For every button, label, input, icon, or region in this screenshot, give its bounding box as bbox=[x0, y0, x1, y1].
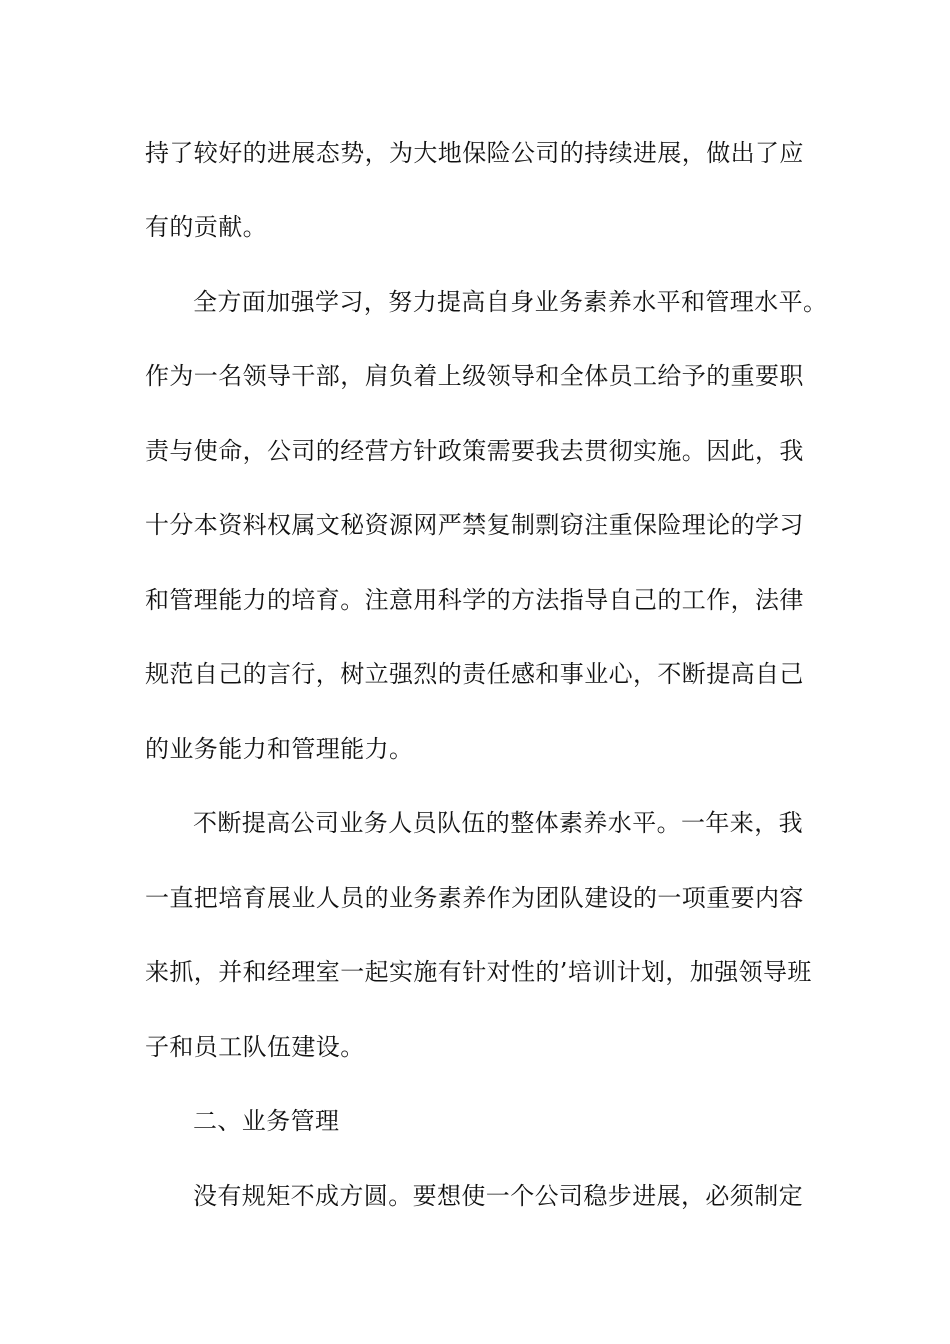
text-line: 子和员工队伍建设。 bbox=[145, 1033, 365, 1061]
paragraph-start-line: 不断提高公司业务人员队伍的整体素养水平。一年来，我 bbox=[193, 809, 803, 837]
text-line: 规范自己的言行，树立强烈的责任感和事业心，不断提高自己 bbox=[145, 660, 804, 688]
text-line: 一直把培育展业人员的业务素养作为团队建设的一项重要内容 bbox=[145, 884, 804, 912]
text-line: 来抓，并和经理室一起实施有针对性的’培训计划，加强领导班 bbox=[145, 958, 812, 986]
text-line: 持了较好的进展态势，为大地保险公司的持续进展，做出了应 bbox=[145, 139, 804, 167]
text-line: 作为一名领导干部，肩负着上级领导和全体员工给予的重要职 bbox=[145, 362, 804, 390]
text-line: 的业务能力和管理能力。 bbox=[145, 735, 414, 763]
section-heading: 二、业务管理 bbox=[193, 1107, 340, 1135]
text-line: 和管理能力的培育。注意用科学的方法指导自己的工作，法律 bbox=[145, 586, 804, 614]
paragraph-start-line: 全方面加强学习，努力提高自身业务素养水平和管理水平。 bbox=[193, 288, 828, 316]
paragraph-start-line: 没有规矩不成方圆。要想使一个公司稳步进展，必须制定 bbox=[193, 1182, 803, 1210]
text-line: 有的贡献。 bbox=[145, 213, 267, 241]
text-line: 责与使命，公司的经营方针政策需要我去贯彻实施。因此，我 bbox=[145, 437, 804, 465]
text-line: 十分本资料权属文秘资源网严禁复制剽窃注重保险理论的学习 bbox=[145, 511, 804, 539]
